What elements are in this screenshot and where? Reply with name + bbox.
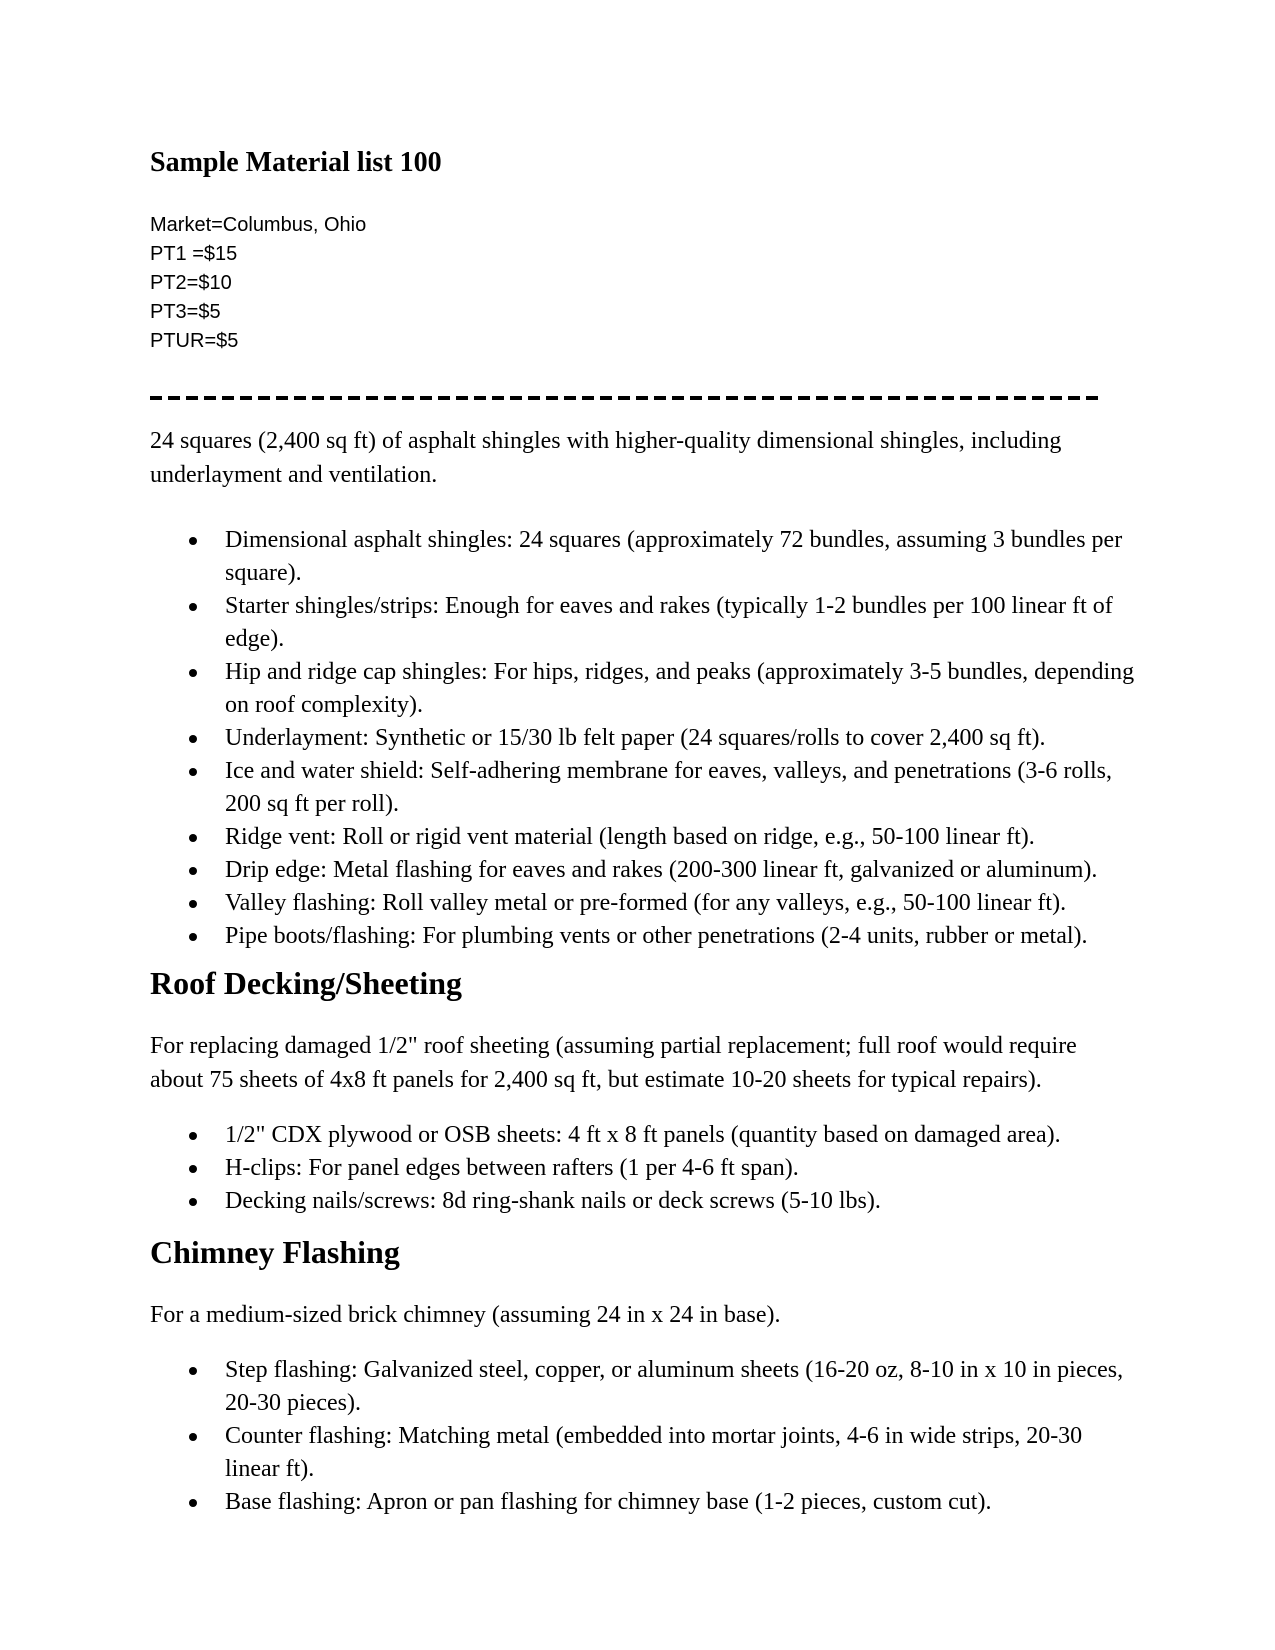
meta-block [150, 211, 1140, 356]
chimney-flashing-paragraph: For a medium-sized brick chimney (assuming 24 in x 24 in base). [150, 1302, 781, 1328]
bullet-icon [189, 1499, 197, 1507]
chimney-flashing-bullet-list [150, 1354, 1140, 1519]
list-item [150, 1152, 1140, 1185]
page-title: Sample Material list 100 [150, 147, 442, 178]
bullet-text: Decking nails/screws: 8d ring-shank nails or deck screws (5-10 lbs). [225, 1188, 881, 1214]
dashed-separator [150, 396, 1103, 400]
bullet-text: Valley flashing: Roll valley metal or pre-formed (for any valleys, e.g., 50-100 linear ft). [225, 890, 1067, 916]
roof-decking-bullet-list [150, 1119, 1140, 1218]
bullet-icon [189, 1132, 197, 1140]
bullet-text: Step flashing: Galvanized steel, copper, or aluminum sheets (16-20 oz, 8-10 in x 10 in pieces, 20-30 pieces). [225, 1357, 1124, 1416]
list-item [150, 1119, 1140, 1152]
list-item [150, 1185, 1140, 1218]
list-item [150, 656, 1140, 722]
bullet-icon [189, 537, 197, 545]
bullet-icon [189, 768, 197, 776]
list-item [150, 755, 1140, 821]
bullet-icon [189, 933, 197, 941]
bullet-icon [189, 867, 197, 875]
bullet-text: Hip and ridge cap shingles: For hips, ridges, and peaks (approximately 3-5 bundles, depending on roof complexity). [225, 659, 1135, 718]
meta-line-pt1: PT1 =$15 [150, 243, 238, 265]
section-heading-chimney-flashing: Chimney Flashing [150, 1234, 400, 1270]
bullet-text: Underlayment: Synthetic or 15/30 lb felt paper (24 squares/rolls to cover 2,400 sq ft). [225, 725, 1046, 751]
list-item [150, 722, 1140, 755]
bullet-text: Dimensional asphalt shingles: 24 squares (approximately 72 bundles, assuming 3 bundles per square). [225, 527, 1123, 586]
bullet-icon [189, 834, 197, 842]
section-heading-roof-decking: Roof Decking/Sheeting [150, 965, 462, 1001]
bullet-icon [189, 735, 197, 743]
bullet-icon [189, 1367, 197, 1375]
bullet-text: Base flashing: Apron or pan flashing for chimney base (1-2 pieces, custom cut). [225, 1489, 992, 1515]
list-item [150, 524, 1140, 590]
meta-line-pt2: PT2=$10 [150, 272, 232, 294]
bullet-icon [189, 900, 197, 908]
list-item [150, 821, 1140, 854]
list-item [150, 1486, 1140, 1519]
bullet-icon [189, 1433, 197, 1441]
bullet-text: Pipe boots/flashing: For plumbing vents or other penetrations (2-4 units, rubber or metal). [225, 923, 1088, 949]
meta-line-ptur: PTUR=$5 [150, 330, 239, 352]
list-item [150, 1420, 1140, 1486]
bullet-icon [189, 1198, 197, 1206]
shingles-bullet-list [150, 524, 1140, 953]
meta-line-market: Market=Columbus, Ohio [150, 214, 367, 236]
bullet-icon [189, 1165, 197, 1173]
list-item [150, 887, 1140, 920]
bullet-text: Starter shingles/strips: Enough for eaves and rakes (typically 1-2 bundles per 100 linear ft of edge). [225, 593, 1113, 652]
list-item [150, 1354, 1140, 1420]
bullet-text: Drip edge: Metal flashing for eaves and rakes (200-300 linear ft, galvanized or aluminum). [225, 857, 1098, 883]
roof-decking-paragraph: For replacing damaged 1/2" roof sheeting (assuming partial replacement; full roof would require about 75 sheets of 4x8 ft panels for 2,400 sq ft, but estimate 10-20 sheets for typical repairs). [150, 1033, 1077, 1093]
bullet-text: Ridge vent: Roll or rigid vent material (length based on ridge, e.g., 50-100 linear ft). [225, 824, 1035, 850]
bullet-icon [189, 603, 197, 611]
list-item [150, 854, 1140, 887]
bullet-text: H-clips: For panel edges between rafters (1 per 4-6 ft span). [225, 1155, 799, 1181]
intro-paragraph: 24 squares (2,400 sq ft) of asphalt shingles with higher-quality dimensional shingles, including underlayment and ventilation. [150, 428, 1062, 488]
bullet-text: Ice and water shield: Self-adhering membrane for eaves, valleys, and penetrations (3-6 rolls, 200 sq ft per roll). [225, 758, 1113, 817]
meta-line-pt3: PT3=$5 [150, 301, 221, 323]
bullet-icon [189, 669, 197, 677]
list-item [150, 920, 1140, 953]
bullet-text: Counter flashing: Matching metal (embedded into mortar joints, 4-6 in wide strips, 20-30 linear ft). [225, 1423, 1083, 1482]
list-item [150, 590, 1140, 656]
bullet-text: 1/2" CDX plywood or OSB sheets: 4 ft x 8 ft panels (quantity based on damaged area). [225, 1122, 1061, 1148]
